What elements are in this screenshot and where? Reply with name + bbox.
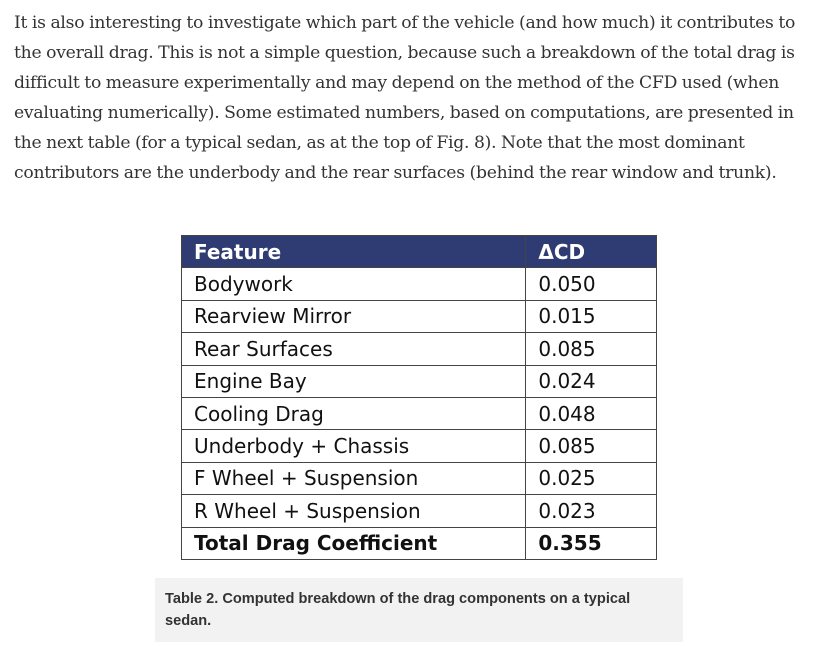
value-cell: 0.023 bbox=[526, 495, 657, 527]
table-row bbox=[182, 430, 657, 462]
feature-cell: R Wheel + Suspension bbox=[182, 495, 526, 527]
table-row bbox=[182, 462, 657, 494]
feature-cell: Rear Surfaces bbox=[182, 333, 526, 365]
table-row bbox=[182, 365, 657, 397]
table-caption: Table 2. Computed breakdown of the drag components on a typical sedan. bbox=[155, 578, 683, 642]
header-delta-cd: ΔCD bbox=[526, 236, 657, 268]
table-row bbox=[182, 495, 657, 527]
table-row bbox=[182, 397, 657, 429]
feature-cell: Bodywork bbox=[182, 268, 526, 300]
body-paragraph: It is also interesting to investigate which part of the vehicle (and how much) it contributes to the overall drag. This is not a simple question, because such a breakdown of the total drag is difficult to measure experimentally and may depend on the method of the CFD used (when evaluating numerically). Some estimated numbers, based on computations, are presented in the next table (for a typical sedan, as at the top of Fig. 8). Note that the most dominant contributors are the underbody and the rear surfaces (behind the rear window and trunk). bbox=[14, 13, 796, 183]
table-row bbox=[182, 333, 657, 365]
value-cell: 0.025 bbox=[526, 462, 657, 494]
header-feature: Feature bbox=[182, 236, 526, 268]
table-total-row bbox=[182, 527, 657, 559]
total-value-cell: 0.355 bbox=[526, 527, 657, 559]
table-header-row bbox=[182, 236, 657, 268]
drag-breakdown-table bbox=[181, 235, 657, 560]
feature-cell: F Wheel + Suspension bbox=[182, 462, 526, 494]
feature-cell: Rearview Mirror bbox=[182, 300, 526, 332]
value-cell: 0.050 bbox=[526, 268, 657, 300]
feature-cell: Cooling Drag bbox=[182, 397, 526, 429]
drag-breakdown-table-container bbox=[181, 235, 657, 560]
feature-cell: Engine Bay bbox=[182, 365, 526, 397]
value-cell: 0.048 bbox=[526, 397, 657, 429]
value-cell: 0.015 bbox=[526, 300, 657, 332]
value-cell: 0.085 bbox=[526, 333, 657, 365]
feature-cell: Underbody + Chassis bbox=[182, 430, 526, 462]
total-feature-cell: Total Drag Coefficient bbox=[182, 527, 526, 559]
table-row bbox=[182, 268, 657, 300]
value-cell: 0.024 bbox=[526, 365, 657, 397]
table-row bbox=[182, 300, 657, 332]
value-cell: 0.085 bbox=[526, 430, 657, 462]
